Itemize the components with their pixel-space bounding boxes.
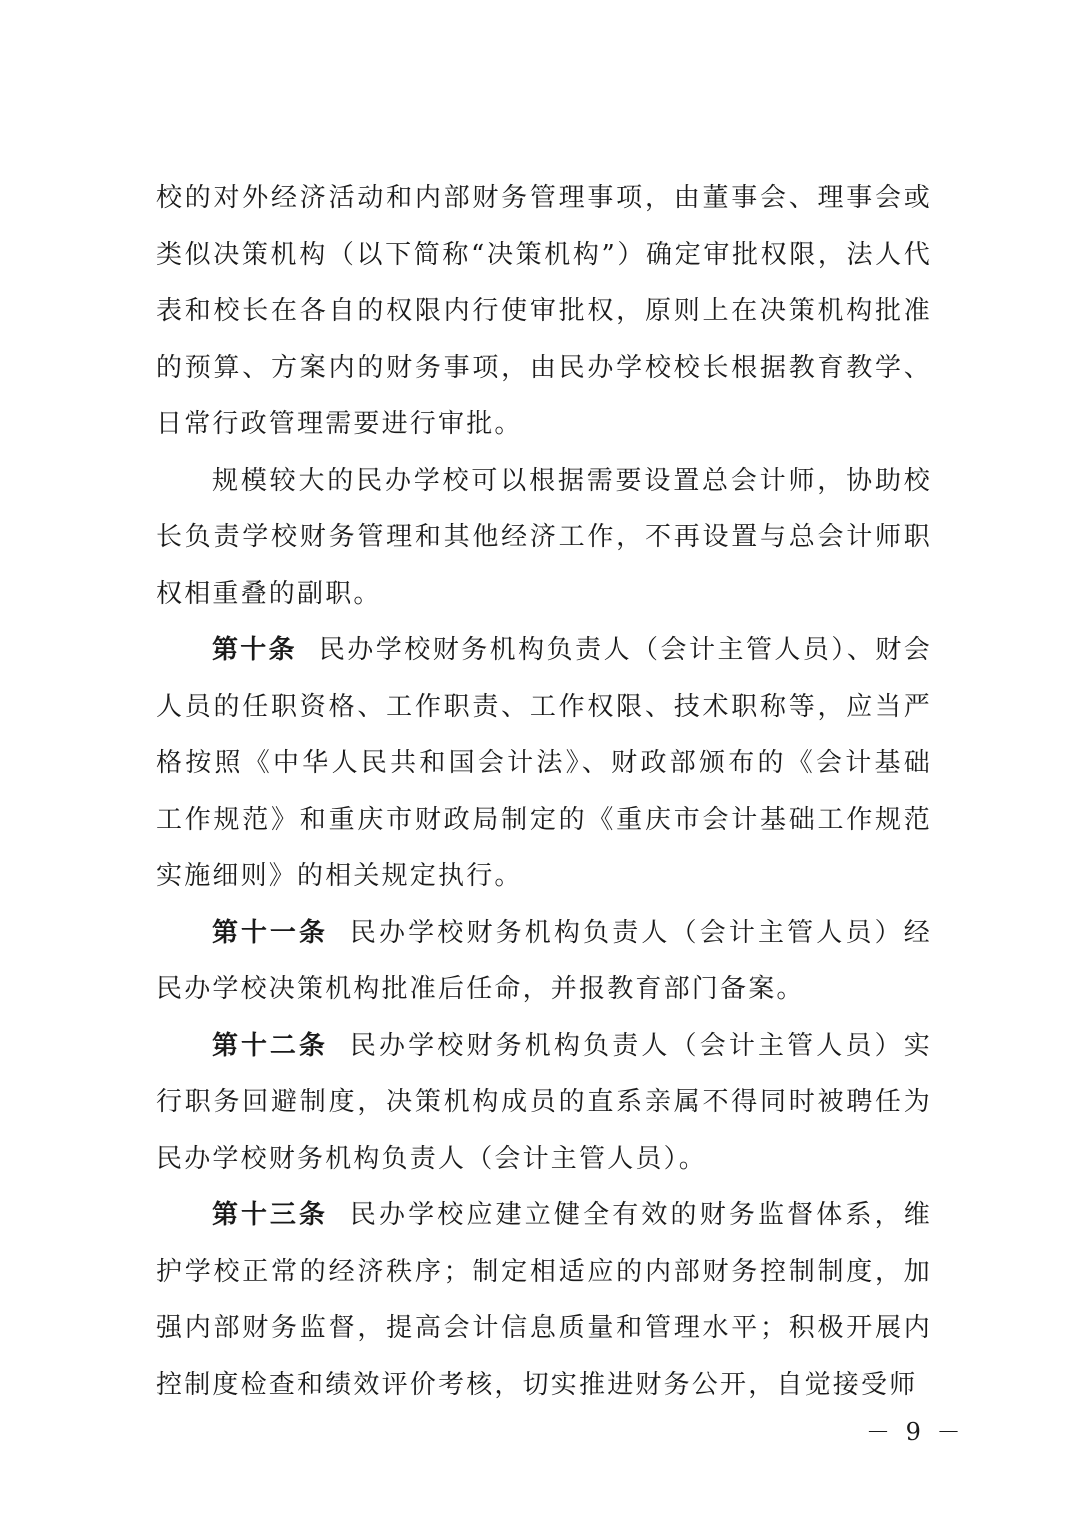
article-number: 第十二条 [212,1030,328,1061]
article-12 [156,1018,932,1188]
article-13 [156,1187,932,1413]
article-text: 民办学校应建立健全有效的财务监督体系，维护学校正常的经济秩序；制定相适应的内部财务控制制度，加强内部财务监督，提高会计信息质量和管理水平；积极开展内控制度检查和绩效评价考核，切实推进财务公开，自觉接受师 [156,1200,932,1400]
article-10 [156,622,932,905]
article-number: 第十条 [212,635,297,665]
paragraph-chief-accountant [156,453,932,623]
article-11 [156,905,932,1018]
document-body [156,170,932,1413]
paragraph-text: 规模较大的民办学校可以根据需要设置总会计师，协助校长负责学校财务管理和其他经济工作，不再设置与总会计师职权相重叠的副职。 [156,465,932,609]
article-text: 民办学校财务机构负责人（会计主管人员）经民办学校决策机构批准后任命，并报教育部门备案。 [156,917,932,1004]
page-number: － 9 － [866,1418,965,1446]
article-number: 第十一条 [212,917,328,948]
article-number: 第十三条 [212,1200,328,1230]
paragraph-text: 校的对外经济活动和内部财务管理事项，由董事会、理事会或类似决策机构（以下简称“决策机构”）确定审批权限，法人代表和校长在各自的权限内行使审批权，原则上在决策机构批准的预算、方案内的财务事项，由民办学校校长根据教育教学、日常行政管理需要进行审批。 [156,183,932,439]
paragraph-continuation [156,170,932,453]
article-text: 民办学校财务机构负责人（会计主管人员）实行职务回避制度，决策机构成员的直系亲属不得同时被聘任为民办学校财务机构负责人（会计主管人员）。 [156,1030,932,1174]
article-text: 民办学校财务机构负责人（会计主管人员）、财会人员的任职资格、工作职责、工作权限、技术职称等，应当严格按照《中华人民共和国会计法》、财政部颁布的《会计基础工作规范》和重庆市财政局制定的《重庆市会计基础工作规范实施细则》的相关规定执行。 [156,635,932,891]
